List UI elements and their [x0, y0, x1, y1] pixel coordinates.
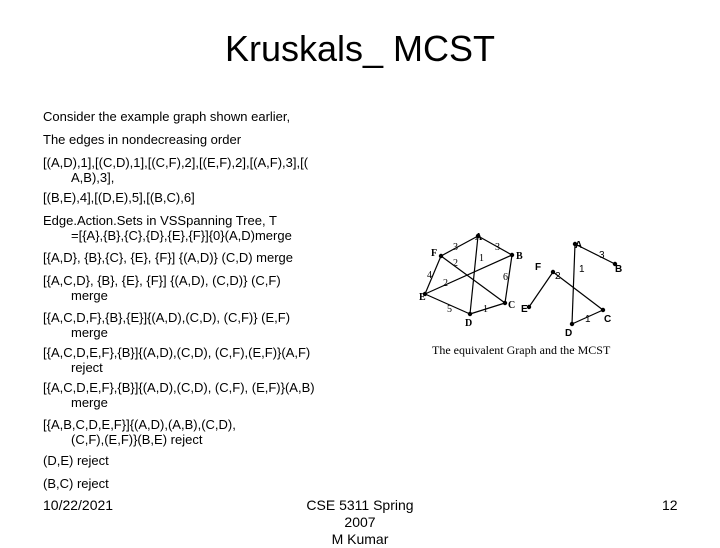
mcst-node-b: B — [615, 264, 623, 275]
body-line — [43, 345, 310, 375]
body-line-text: [{A,C,D,E,F},{B}]{(A,D),(C,D), (C,F),(E,F)}(A,F) — [43, 345, 311, 360]
body-line — [43, 310, 290, 340]
body-line-text: (D,E) reject — [43, 453, 109, 468]
body-line-text: =[{A},{B},{C},{D},{E},{F}]{0}(A,D)merge — [71, 228, 292, 243]
mcst-diagram — [515, 232, 625, 342]
body-line — [43, 273, 281, 303]
body-line-text: [{A,C,D,E,F},{B}]{(A,D),(C,D), (C,F), (E,F)}(A,B) — [43, 380, 315, 395]
mcst-weight-a-d: 1 — [579, 264, 585, 275]
body-line — [43, 213, 292, 243]
body-line-text: [{A,C,D}, {B}, {E}, {F}] {(A,D), (C,D)} (C,F) — [43, 273, 281, 288]
mcst-weight-f-c: 2 — [555, 271, 561, 282]
mcst-node-f: F — [535, 262, 542, 273]
node-f-label: F — [431, 248, 438, 259]
body-line — [43, 132, 241, 147]
weight-b-e: 2 — [443, 278, 448, 289]
footer-author: M Kumar — [331, 531, 389, 547]
node-b-label: B — [516, 251, 523, 262]
mcst-node-c: C — [604, 314, 612, 325]
body-line-text: merge — [71, 395, 108, 410]
slide-title: Kruskals_ MCST — [224, 28, 496, 69]
body-line — [43, 109, 290, 124]
node-a-label: A — [475, 232, 483, 243]
edge-a-f — [441, 236, 478, 256]
weight-d-c: 1 — [483, 304, 488, 315]
body-line-text: [{A,C,D,F},{B},{E}]{(A,D),(C,D), (C,F)} (E,F) — [43, 310, 291, 325]
body-line-text: [(A,D),1],[(C,D),1],[(C,F),2],[(E,F),2],[(A,F),3],[( — [43, 155, 309, 170]
node-d-label: D — [465, 318, 473, 329]
weight-f-c: 2 — [453, 258, 458, 269]
mcst-weight-a-b: 3 — [599, 250, 605, 261]
edge-b-e — [425, 255, 512, 294]
edge-a-d — [470, 236, 478, 314]
weight-a-b: 3 — [495, 242, 500, 253]
footer-course-name: CSE 5311 Spring 2007 — [306, 497, 414, 530]
body-line — [43, 190, 195, 205]
mcst-node-a: A — [575, 240, 583, 251]
body-line — [43, 380, 315, 410]
body-line — [43, 476, 109, 491]
body-line — [43, 250, 293, 265]
body-line-text: [{A,B,C,D,E,F}]{(A,D),(A,B),(C,D), — [43, 417, 236, 432]
body-line-text: (B,C) reject — [43, 476, 109, 491]
body-line-text: (C,F),(E,F)}(B,E) reject — [71, 432, 203, 447]
body-line — [43, 453, 109, 468]
weight-a-f: 3 — [453, 242, 458, 253]
weight-e-d: 5 — [447, 304, 452, 315]
mcst-node-d: D — [565, 328, 573, 339]
footer-course — [290, 497, 430, 548]
weight-b-c: 6 — [503, 272, 508, 283]
weight-f-e: 4 — [427, 270, 432, 281]
node-e-label: E — [419, 292, 426, 303]
footer-page-number: 12 — [662, 497, 678, 513]
body-line-text: Consider the example graph shown earlier, — [43, 109, 291, 124]
weight-a-d: 1 — [479, 253, 484, 264]
body-line-text: The edges in nondecreasing order — [43, 132, 242, 147]
mcst-edge-a-d — [572, 244, 575, 324]
node-c-label: C — [508, 300, 516, 311]
body-line-text: merge — [71, 325, 108, 340]
mcst-weight-d-c: 1 — [585, 314, 591, 325]
body-line-text: [(B,E),4],[(D,E),5],[(B,C),6] — [43, 190, 195, 205]
footer-date: 10/22/2021 — [43, 497, 114, 513]
body-line-text: reject — [71, 360, 103, 375]
graph-caption: The equivalent Graph and the MCST — [432, 343, 611, 357]
body-line-text: merge — [71, 288, 108, 303]
body-line-text: A,B),3], — [71, 170, 115, 185]
mcst-edge-e-f — [529, 272, 553, 307]
body-line — [43, 417, 236, 447]
body-line-text: Edge.Action.Sets in VSSpanning Tree, T — [43, 213, 277, 228]
body-line-text: [{A,D}, {B},{C}, {E}, {F}] {(A,D)} (C,D) merge — [43, 250, 294, 265]
body-line — [43, 155, 308, 185]
mcst-node-e: E — [521, 304, 528, 315]
